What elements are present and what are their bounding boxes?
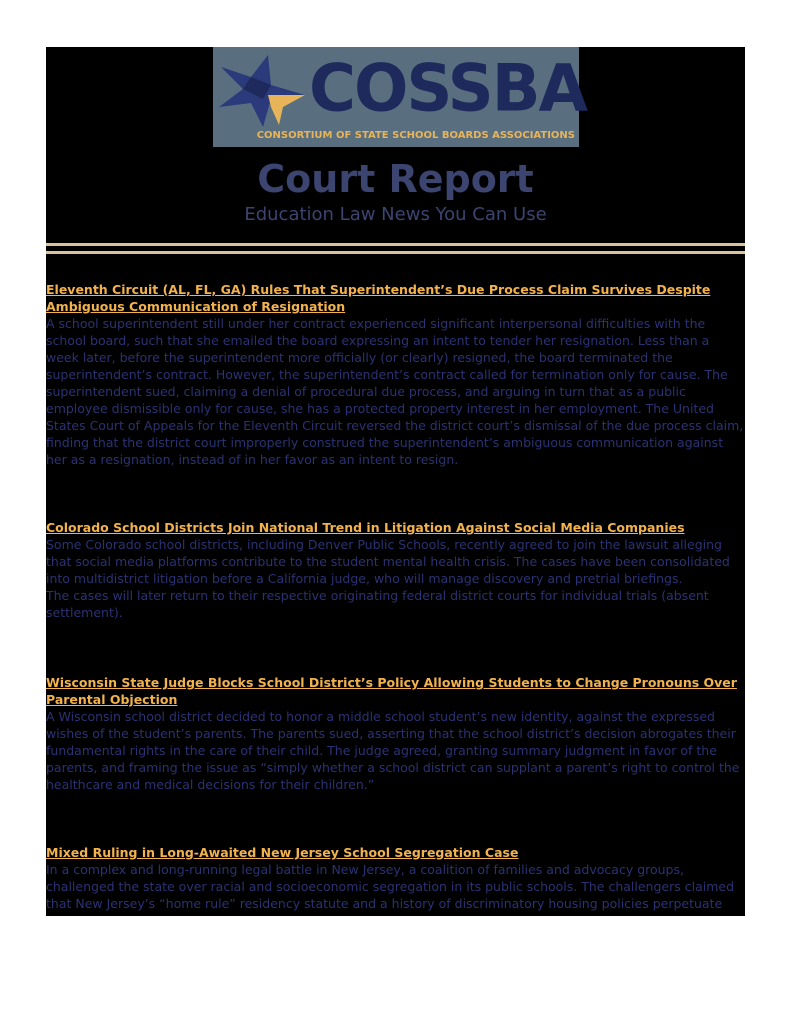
article-paragraph: A school superintendent still under her contract experienced significant interpersonal difficulties with the school board, such that she emailed the board expressing an intent to tender her resignation. Less than a week later, before the superintendent more officially (or clearly) resigned, the board terminated the superintendent’s contract. However, the superintendent’s contract called for termination only for cause. The superintendent sued, claiming a denial of procedural due process, and arguing in turn that as a public employee dismissible only for cause, she has a protected property interest in her employment. The United States Court of Appeals for the Eleventh Circuit reversed the district court’s dismissal of the due process claim, finding that the district court improperly construed the superintendent’s ambiguous communication against her as a resignation, instead of in her favor as an intent to resign. [46, 316, 744, 467]
divider-bottom [46, 251, 745, 254]
article-paragraph: Some Colorado school districts, including Denver Public Schools, recently agreed to join the lawsuit alleging that social media platforms contribute to the student mental health crisis. The cases have been consolidated into multidistrict litigation before a California judge, who will manage discovery and pretrial briefings. [46, 537, 730, 586]
document-page [46, 47, 745, 916]
article-4 [46, 844, 745, 912]
article-headline[interactable]: Mixed Ruling in Long-Awaited New Jersey School Segregation Case [46, 845, 519, 860]
article-2 [46, 519, 745, 621]
report-title: Court Report [257, 157, 534, 201]
logo-tagline: CONSORTIUM OF STATE SCHOOL BOARDS ASSOCIATIONS [256, 130, 575, 141]
article-headline[interactable]: Wisconsin State Judge Blocks School District’s Policy Allowing Students to Change Pronouns Over Parental Objection [46, 675, 737, 707]
divider-top [46, 243, 745, 246]
article-headline[interactable]: Eleventh Circuit (AL, FL, GA) Rules That Superintendent’s Due Process Claim Survives Despite Ambiguous Communication of Resignation [46, 282, 711, 314]
logo-wordmark: COSSBA [309, 51, 586, 127]
star-logo-icon [213, 47, 313, 131]
report-subtitle: Education Law News You Can Use [244, 204, 547, 225]
article-1 [46, 281, 745, 468]
article-headline[interactable]: Colorado School Districts Join National Trend in Litigation Against Social Media Companies [46, 520, 685, 535]
article-paragraph: The cases will later return to their respective originating federal district courts for individual trials (absent settlement). [46, 588, 709, 620]
article-paragraph: A Wisconsin school district decided to honor a middle school student’s new identity, against the expressed wishes of the student’s parents. The parents sued, asserting that the school district’s decision abrogates their fundamental rights in the care of their child. The judge agreed, granting summary judgment in favor of the parents, and framing the issue as “simply whether a school district can supplant a parent’s right to control the healthcare and medical decisions for their children.” [46, 709, 740, 792]
article-body [46, 536, 745, 621]
article-body [46, 708, 745, 793]
article-body [46, 315, 745, 468]
article-paragraph: In a complex and long-running legal battle in New Jersey, a coalition of families and advocacy groups, challenged the state over racial and socioeconomic segregation in its public schools. The challengers claimed that New Jersey’s “home rule” residency statute and a history of discriminatory housing policies perpetuate [46, 862, 735, 911]
cossba-logo [213, 47, 586, 147]
article-body [46, 861, 745, 912]
article-3 [46, 674, 745, 793]
